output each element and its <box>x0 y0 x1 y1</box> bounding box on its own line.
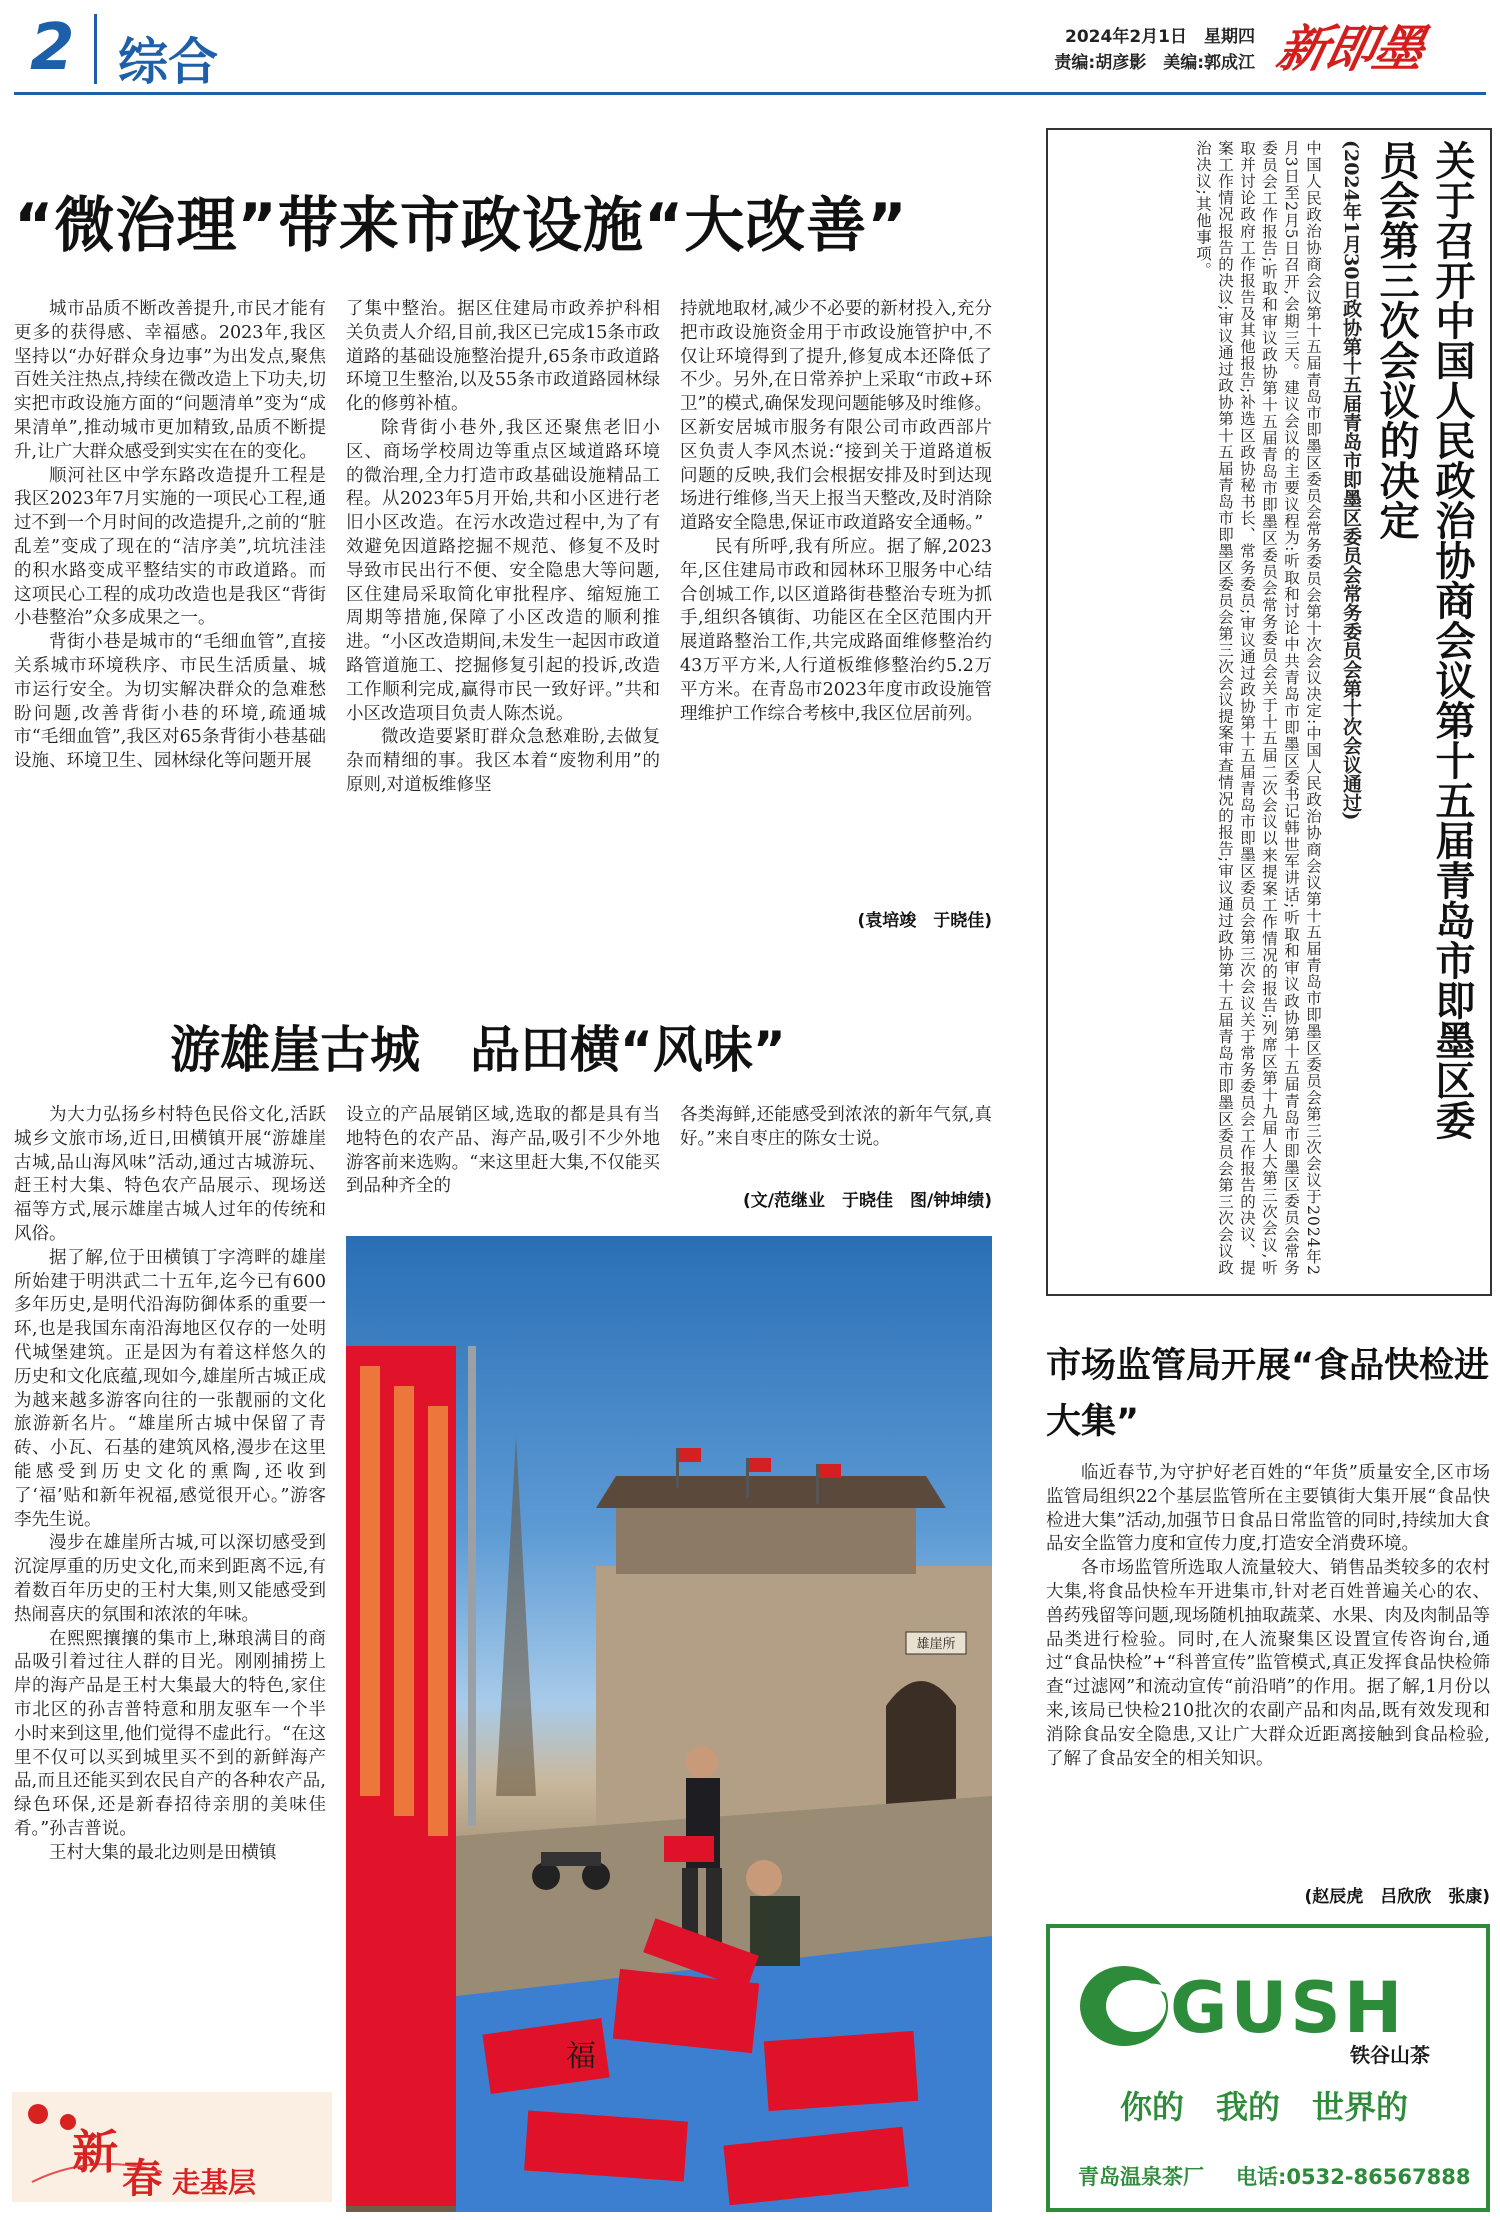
flag-pole <box>676 1448 679 1488</box>
header-divider <box>94 14 97 84</box>
paragraph: 为大力弘扬乡村特色民俗文化,活跃城乡文旅市场,近日,田横镇开展“游雄崖古城,品山海风味”活动,通过古城游玩、赶王村大集、特色农产品展示、现场送福等方式,展示雄崖古城人过年的传统和风俗。 <box>14 1105 326 1244</box>
paragraph: 背街小巷是城市的“毛细血管”,直接关系城市环境秩序、市民生活质量、城市运行安全。为切实解决群众的急难愁盼问题,改善背街小巷的环境,疏通城市“毛细血管”,我区对65条背街小巷基础设施、环境卫生、园林绿化等问题开展 <box>14 632 326 772</box>
cppcc-subtitle: (2024年1月30日政协第十五届青岛市即墨区委员会常务委员会第十次会议通过) <box>1340 140 1362 821</box>
article2-column-2 <box>346 1104 660 1224</box>
page-number: 2 <box>30 11 75 85</box>
header-meta <box>1010 24 1255 76</box>
article2-column-3 <box>680 1104 992 1184</box>
lantern-icon <box>28 2104 48 2124</box>
paragraph: 在熙熙攘攘的集市上,琳琅满目的商品吸引着过往人群的目光。刚刚捕捞上岸的海产品是王村大集最大的特色,家住市北区的孙吉普特意和朋友驱车一个半小时来到这里,他们觉得不虚此行。“在这里不仅可以买到城里买不到的新鲜海产品,而且还能买到农民自产的各种农产品,绿色环保,还是新春招待亲朋的美味佳肴。”孙吉普说。 <box>14 1628 326 1839</box>
vendor-head <box>686 1746 718 1778</box>
paragraph: 顺河社区中学东路改造提升工程是我区2023年7月实施的一项民心工程,通过不到一个月时间的改造提升,之前的“脏乱差”变成了现在的“洁序美”,坑坑洼洼的积水路变成平整结实的市政道路。而这项民心工程的成功改造也是我区“背街小巷整治”众多成果之一。 <box>14 465 326 629</box>
ad-brand: GUSH <box>1170 1967 1406 2049</box>
market-photo-illustration <box>346 1236 992 2212</box>
held-couplet <box>664 1836 714 1862</box>
motorcycle-wheel <box>532 1862 560 1890</box>
kneeling-vendor-head <box>746 1860 782 1896</box>
couplet-strip <box>360 1366 380 1796</box>
ad-brand-cn: 铁谷山茶 <box>1350 2043 1430 2067</box>
article2-column-1 <box>14 1104 326 2092</box>
flag-pole <box>816 1464 819 1504</box>
tea-ad-graphic <box>1050 1928 1486 2208</box>
badge-label: 走基层 <box>172 2166 257 2199</box>
red-flag <box>819 1464 841 1478</box>
couplet-strip <box>428 1406 448 1836</box>
header-rule <box>14 92 1486 95</box>
ad-slogan: 你的 我的 世界的 <box>1120 2088 1409 2126</box>
paragraph: 各类海鲜,还能感受到浓浓的新年气氛,真好。”来自枣庄的陈女士说。 <box>680 1105 992 1149</box>
motorcycle-wheel <box>582 1862 610 1890</box>
article2-byline: (文/范继业 于晓佳 图/钟坤绩) <box>743 1191 992 1211</box>
article1-column-1 <box>14 298 326 938</box>
ad-company: 青岛温泉茶厂 <box>1078 2165 1204 2189</box>
bare-tree <box>496 1436 536 1796</box>
fu-character: 福 <box>566 2039 596 2074</box>
gate-tower <box>616 1504 916 1574</box>
motorcycle-body <box>541 1852 601 1866</box>
badge-char-2: 春 <box>122 2156 162 2202</box>
tea-advertisement[interactable] <box>1046 1924 1490 2212</box>
paragraph: 漫步在雄崖所古城,可以深切感受到沉淀厚重的历史文化,而来到距离不远,有着数百年历史的王村大集,则又能感受到热闹喜庆的氛围和浓浓的年味。 <box>14 1533 326 1625</box>
article3-byline: (赵辰虎 吕欣欣 张康) <box>1304 1887 1490 1907</box>
cppcc-title: 关于召开中国人民政治协商会议第十五届青岛市即墨区委员会第三次会议的决定 <box>1373 140 1475 1140</box>
red-flag <box>679 1448 701 1462</box>
paragraph: 据了解,位于田横镇丁字湾畔的雄崖所始建于明洪武二十五年,迄今已有600多年历史,是明代沿海防御体系的重要一环,也是我国东南沿海地区仅存的一处明代城堡建筑。正是因为有着这样悠久的历史和文化底蕴,现如今,雄崖所古城正成为越来越多游客向往的一张靓丽的文化旅游新名片。“雄崖所古城中保留了青砖、小瓦、石基的建筑风格,漫步在这里能感受到历史文化的熏陶,还收到了‘福’贴和新年祝福,感觉很开心。”游客李先生说。 <box>14 1247 326 1530</box>
paragraph: 民有所呼,我有所应。据了解,2023年,区住建局市政和园林环卫服务中心结合创城工作,以区道路街巷整治专班为抓手,组织各镇街、功能区在全区范围内开展道路整治工作,共完成路面维修整治约43万平方米,人行道板维修整治约5.2万平方米。在青岛市2023年度市政设施管理维护工作综合考核中,我区位居前列。 <box>680 536 992 724</box>
paragraph: 持就地取材,减少不必要的新材投入,充分把市政设施资金用于市政设施管护中,不仅让环境得到了提升,修复成本还降低了不少。另外,在日常养护上采取“市政+环卫”的模式,确保发现问题能够及时维修。区新安居城市服务有限公司市政西部片区负责人李风杰说:“接到关于道路道板问题的反映,我们会根据安排及时到达现场进行维修,当天上报当天整改,及时消除道路安全隐患,保证市政道路安全通畅。” <box>680 299 992 534</box>
gate-plaque-text: 雄崖所 <box>916 1637 956 1652</box>
ad-phone: 电话:0532-86567888 <box>1236 2165 1471 2189</box>
article1-headline: “微治理”带来市政设施“大改善” <box>14 191 908 261</box>
article1-column-2 <box>346 298 660 938</box>
article1-byline: (袁培竣 于晓佳) <box>857 911 992 931</box>
date-line: 2024年2月1日 星期四 <box>1065 27 1255 47</box>
market-photo <box>346 1236 992 2212</box>
red-flag <box>749 1458 771 1472</box>
flag-pole <box>746 1458 749 1498</box>
editors-line: 责编:胡彦影 美编:郭成江 <box>1054 53 1255 73</box>
couplet-sheet <box>524 2110 688 2181</box>
column-badge-graphic <box>12 2092 332 2202</box>
paragraph: 临近春节,为守护好老百姓的“年货”质量安全,区市场监管局组织22个基层监管所在主要镇街大集开展“食品快检进大集”活动,加强节日食品日常监管的同时,持续加大食品安全监管力度和宣传力度,打造安全消费环境。 <box>1046 1463 1490 1555</box>
masthead-logo: 新即墨 <box>1271 19 1429 78</box>
paragraph: 王村大集的最北边则是田横镇 <box>49 1842 277 1863</box>
paragraph: 除背街小巷外,我区还聚焦老旧小区、商场学校周边等重点区域道路环境的微治理,全力打造市政基础设施精品工程。从2023年5月开始,共和小区进行老旧小区改造。在污水改造过程中,为了有效避免因道路挖掘不规范、修复不及时导致市民出行不便、安全隐患大等问题,区住建局采取简化审批程序、缩短施工周期等措施,保障了小区改造的顺利推进。“小区改造期间,未发生一起因市政道路管道施工、挖掘修复引起的投诉,改造工作顺利完成,赢得市民一致好评。”共和小区改造项目负责人陈杰说。 <box>346 417 660 724</box>
article1-column-3 <box>680 298 992 898</box>
article2-headline: 游雄崖古城 品田横“风味” <box>170 1021 786 1079</box>
section-title: 综合 <box>118 33 218 91</box>
paragraph: 了集中整治。据区住建局市政养护科相关负责人介绍,目前,我区已完成15条市政道路的基础设施整治提升,65条市政道路环境卫生整治,以及55条市政道路园林绿化的修剪补植。 <box>346 299 660 415</box>
cppcc-notice-content <box>1056 140 1480 1276</box>
article3-headline: 市场监管局开展“食品快检进大集” <box>1046 1346 1490 1442</box>
lamp-pole <box>468 1346 476 1826</box>
badge-char-1: 新 <box>72 2125 118 2179</box>
article3-body <box>1046 1462 1490 1874</box>
gate-roof <box>596 1476 946 1508</box>
couplet-sheet <box>764 2031 919 2111</box>
column-badge <box>12 2092 332 2202</box>
paragraph: 各市场监管所选取人流量较大、销售品类较多的农村大集,将食品快检车开进集市,针对老百姓普遍关心的农、兽药残留等问题,现场随机抽取蔬菜、水果、肉及肉制品等品类进行检验。同时,在人流聚集区设置宣传咨询台,通过“食品快检”+“科普宣传”监管模式,真正发挥食品快检筛查“过滤网”和流动宣传“前沿哨”的作用。据了解,1月份以来,该局已快检210批次的农副产品和肉品,既有效发现和消除食品安全隐患,又让广大群众近距离接触到食品检验,了解了食品安全的相关知识。 <box>1046 1558 1490 1769</box>
paragraph: 微改造要紧盯群众急愁难盼,去做复杂而精细的事。我区本着“废物利用”的原则,对道板维修坚 <box>346 727 660 795</box>
paragraph: 城市品质不断改善提升,市民才能有更多的获得感、幸福感。2023年,我区坚持以“办好群众身边事”为出发点,聚焦百姓关注热点,持续在微改造上下功夫,切实把市政设施方面的“问题清单”变为“成果清单”,推动城市更加精致,品质不断提升,让广大群众感受到实实在在的变化。 <box>14 299 326 462</box>
cppcc-body: 中国人民政治协商会议第十五届青岛市即墨区委员会常务委员会第十次会议决定:中国人民政治协商会议第十五届青岛市即墨区委员会第三次会议于2024年2月3日至2月5日召开,会期三天。建议会议的主要议程为:听取和讨论中共青岛市即墨区委书记韩世军讲话;听取和审议政协第十五届青岛市即墨区委员会常务委员会工作报告;听取和审议政协第十五届青岛市即墨区委员会常务委员会关于十五届二次会议以来提案工作情况的报告;列席区第十九届人大第三次会议,听取并讨论政府工作报告及其他报告;补选区政协秘书长、常务委员;审议通过政协第十五届青岛市即墨区委员会第三次会议关于常务委员会工作报告的决议、提案工作情况报告的决议;审议通过政协第十五届青岛市即墨区委员会第三次会议提案审查情况的报告;审议通过政协第十五届青岛市即墨区委员会第三次会议政治决议;其他事项。 <box>1194 140 1322 1276</box>
paragraph: 设立的产品展销区域,选取的都是具有当地特色的农产品、海产品,吸引不少外地游客前来选购。“来这里赶大集,不仅能买到品种齐全的 <box>346 1105 660 1197</box>
couplet-strip <box>394 1386 414 1816</box>
